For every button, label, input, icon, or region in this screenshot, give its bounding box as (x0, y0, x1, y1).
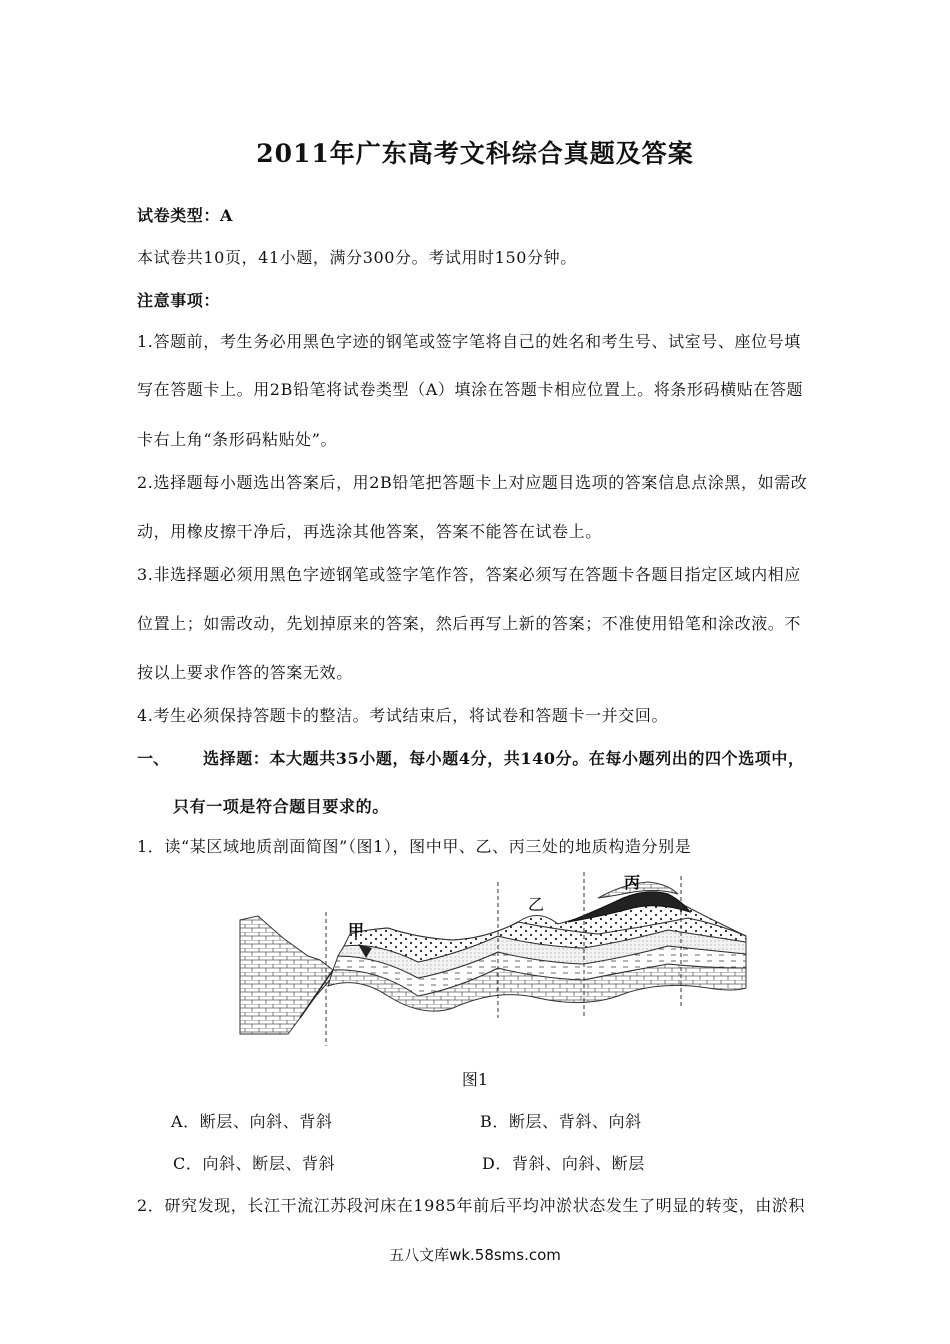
figure-label-yi: 乙 (528, 895, 545, 914)
figure-label-bing: 丙 (624, 873, 641, 892)
section-heading: 选择题：本大题共35小题，每小题4分，共140分。在每小题列出的四个选项中， (203, 749, 805, 768)
notice-line: 写在答题卡上。用2B铅笔将试卷类型（A）填涂在答题卡相应位置上。将条形码横贴在答题 (137, 380, 804, 399)
figure-caption: 图1 (461, 1070, 489, 1089)
notice-line: 卡右上角“条形码粘贴处”。 (137, 430, 338, 449)
section-number: 一、 (137, 749, 170, 768)
notice-line: 2.选择题每小题选出答案后，用2B铅笔把答题卡上对应题目选项的答案信息点涂黑，如需改 (137, 473, 808, 492)
question-2-stem: 2．研究发现，长江干流江苏段河床在1985年前后平均冲淤状态发生了明显的转变，由淤积 (137, 1196, 806, 1215)
notice-line: 4.考生必须保持答题卡的整洁。考试结束后，将试卷和答题卡一并交回。 (137, 706, 669, 725)
paper-type: 试卷类型：A (137, 206, 234, 225)
geologic-cross-section-figure (238, 868, 748, 1050)
page-footer: 五八文库wk.58sms.com (389, 1246, 561, 1264)
notice-line: 按以上要求作答的答案无效。 (137, 663, 353, 682)
question-1-option-a: A．断层、向斜、背斜 (171, 1112, 333, 1131)
notice-line: 位置上；如需改动，先划掉原来的答案，然后再写上新的答案；不准使用铅笔和涂改液。不 (137, 614, 802, 633)
question-1-option-b: B．断层、背斜、向斜 (480, 1112, 642, 1131)
question-1-option-c: C．向斜、断层、背斜 (173, 1154, 336, 1173)
question-1-option-d: D．背斜、向斜、断层 (482, 1154, 645, 1173)
notice-line: 3.非选择题必须用黑色字迹钢笔或签字笔作答，答案必须写在答题卡各题目指定区域内相应 (137, 565, 801, 584)
page-title: 2011年广东高考文科综合真题及答案 (256, 139, 694, 168)
question-1-stem: 1．读“某区域地质剖面简图”（图1），图中甲、乙、丙三处的地质构造分别是 (137, 837, 692, 856)
section-heading-cont: 只有一项是符合题目要求的。 (173, 797, 389, 816)
notice-heading: 注意事项： (137, 291, 221, 310)
notice-line: 动，用橡皮擦干净后，再选涂其他答案，答案不能答在试卷上。 (137, 522, 602, 541)
intro-text: 本试卷共10页，41小题，满分300分。考试用时150分钟。 (137, 248, 577, 267)
figure-label-jia: 甲 (348, 921, 365, 940)
notice-line: 1.答题前，考生务必用黑色字迹的钢笔或签字笔将自己的姓名和考生号、试室号、座位号填 (137, 332, 801, 351)
